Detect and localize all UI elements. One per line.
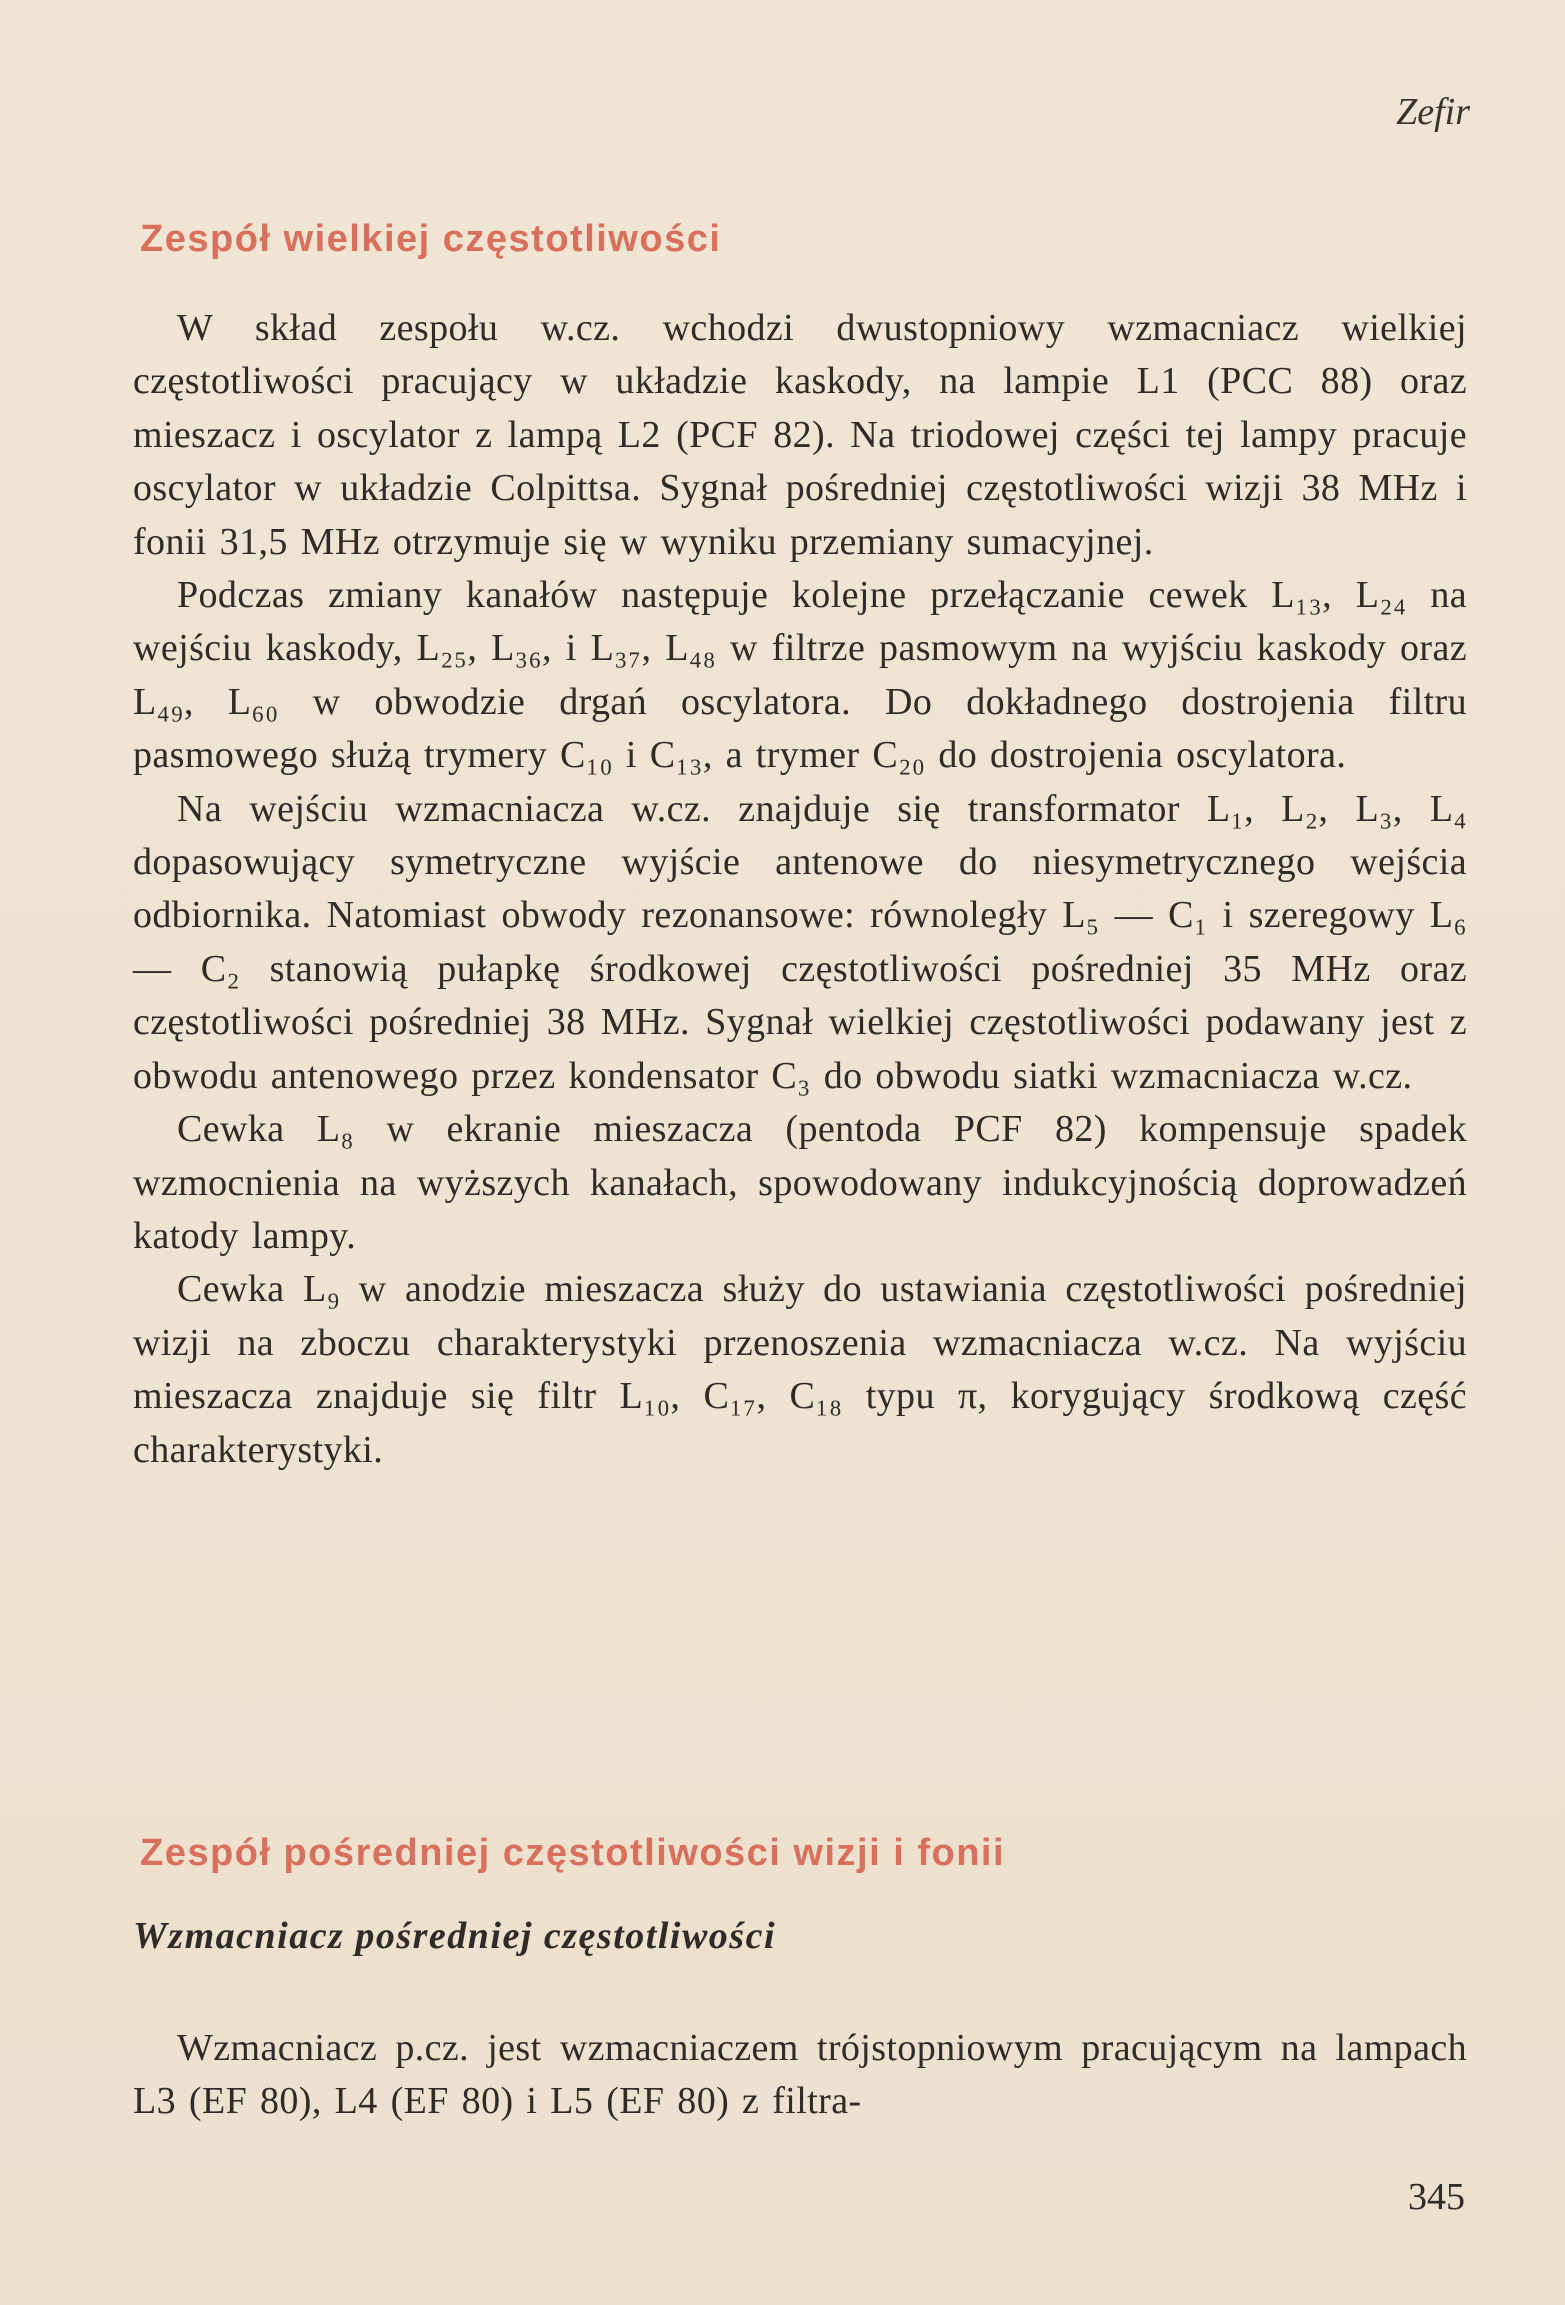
paragraph: Podczas zmiany kanałów następuje kolejne przełączanie cewek L₁₃, L₂₄ na wejściu kaskody, L₂₅, L₃₆, i L₃₇, L₄₈ w filtrze pasmowym na wyjściu kaskody oraz L₄₉, L₆₀ w obwodzie drgań oscylatora. Do dokładnego dostrojenia filtru pasmowego służą trymery C₁₀ i C₁₃, a trymer C₂₀ do dostrojenia oscylatora. [133, 574, 1467, 777]
running-head: Zefir [1396, 91, 1470, 133]
paragraph: Cewka L₉ w anodzie mieszacza służy do ustawiania częstotliwości pośredniej wizji na zboczu charakterystyki przenoszenia wzmacniacza w.cz. Na wyjściu mieszacza znajduje się filtr L₁₀, C₁₇, C₁₈ typu π, korygujący środkową część charakterystyki. [133, 1268, 1467, 1471]
page-number: 345 [1408, 2176, 1465, 2218]
paragraph: Wzmacniacz p.cz. jest wzmacniaczem trójstopniowym pracującym na lampach L3 (EF 80), L4 (EF 80) i L5 (EF 80) z filtra- [133, 2027, 1467, 2123]
paragraph: Na wejściu wzmacniacza w.cz. znajduje się transformator L₁, L₂, L₃, L₄ dopasowujący symetryczne wyjście antenowe do niesymetrycznego wejścia odbiornika. Natomiast obwody rezonansowe: równoległy L₅ — C₁ i szeregowy L₆ — C₂ stanowią pułapkę środkowej częstotliwości pośredniej 35 MHz oraz częstotliwości pośredniej 38 MHz. Sygnał wielkiej częstotliwości podawany jest z obwodu antenowego przez kondensator C₃ do obwodu siatki wzmacniacza w.cz. [133, 787, 1467, 1097]
subsection-heading: Wzmacniacz pośredniej częstotliwości [133, 1915, 776, 1957]
section-body-intermediate-frequency [133, 2022, 1467, 2129]
section-heading-intermediate-frequency: Zespół pośredniej częstotliwości wizji i fonii [140, 1832, 1006, 1874]
section-body-high-frequency [133, 302, 1467, 1477]
paragraph: Cewka L₈ w ekranie mieszacza (pentoda PCF 82) kompensuje spadek wzmocnienia na wyższych kanałach, spowodowany indukcyjnością doprowadzeń katody lampy. [133, 1108, 1467, 1257]
section-heading-high-frequency: Zespół wielkiej częstotliwości [140, 218, 722, 260]
paragraph: W skład zespołu w.cz. wchodzi dwustopniowy wzmacniacz wielkiej częstotliwości pracujący w układzie kaskody, na lampie L1 (PCC 88) oraz mieszacz i oscylator z lampą L2 (PCF 82). Na triodowej części tej lampy pracuje oscylator w układzie Colpittsa. Sygnał pośredniej częstotliwości wizji 38 MHz i fonii 31,5 MHz otrzymuje się w wyniku przemiany sumacyjnej. [133, 307, 1467, 563]
